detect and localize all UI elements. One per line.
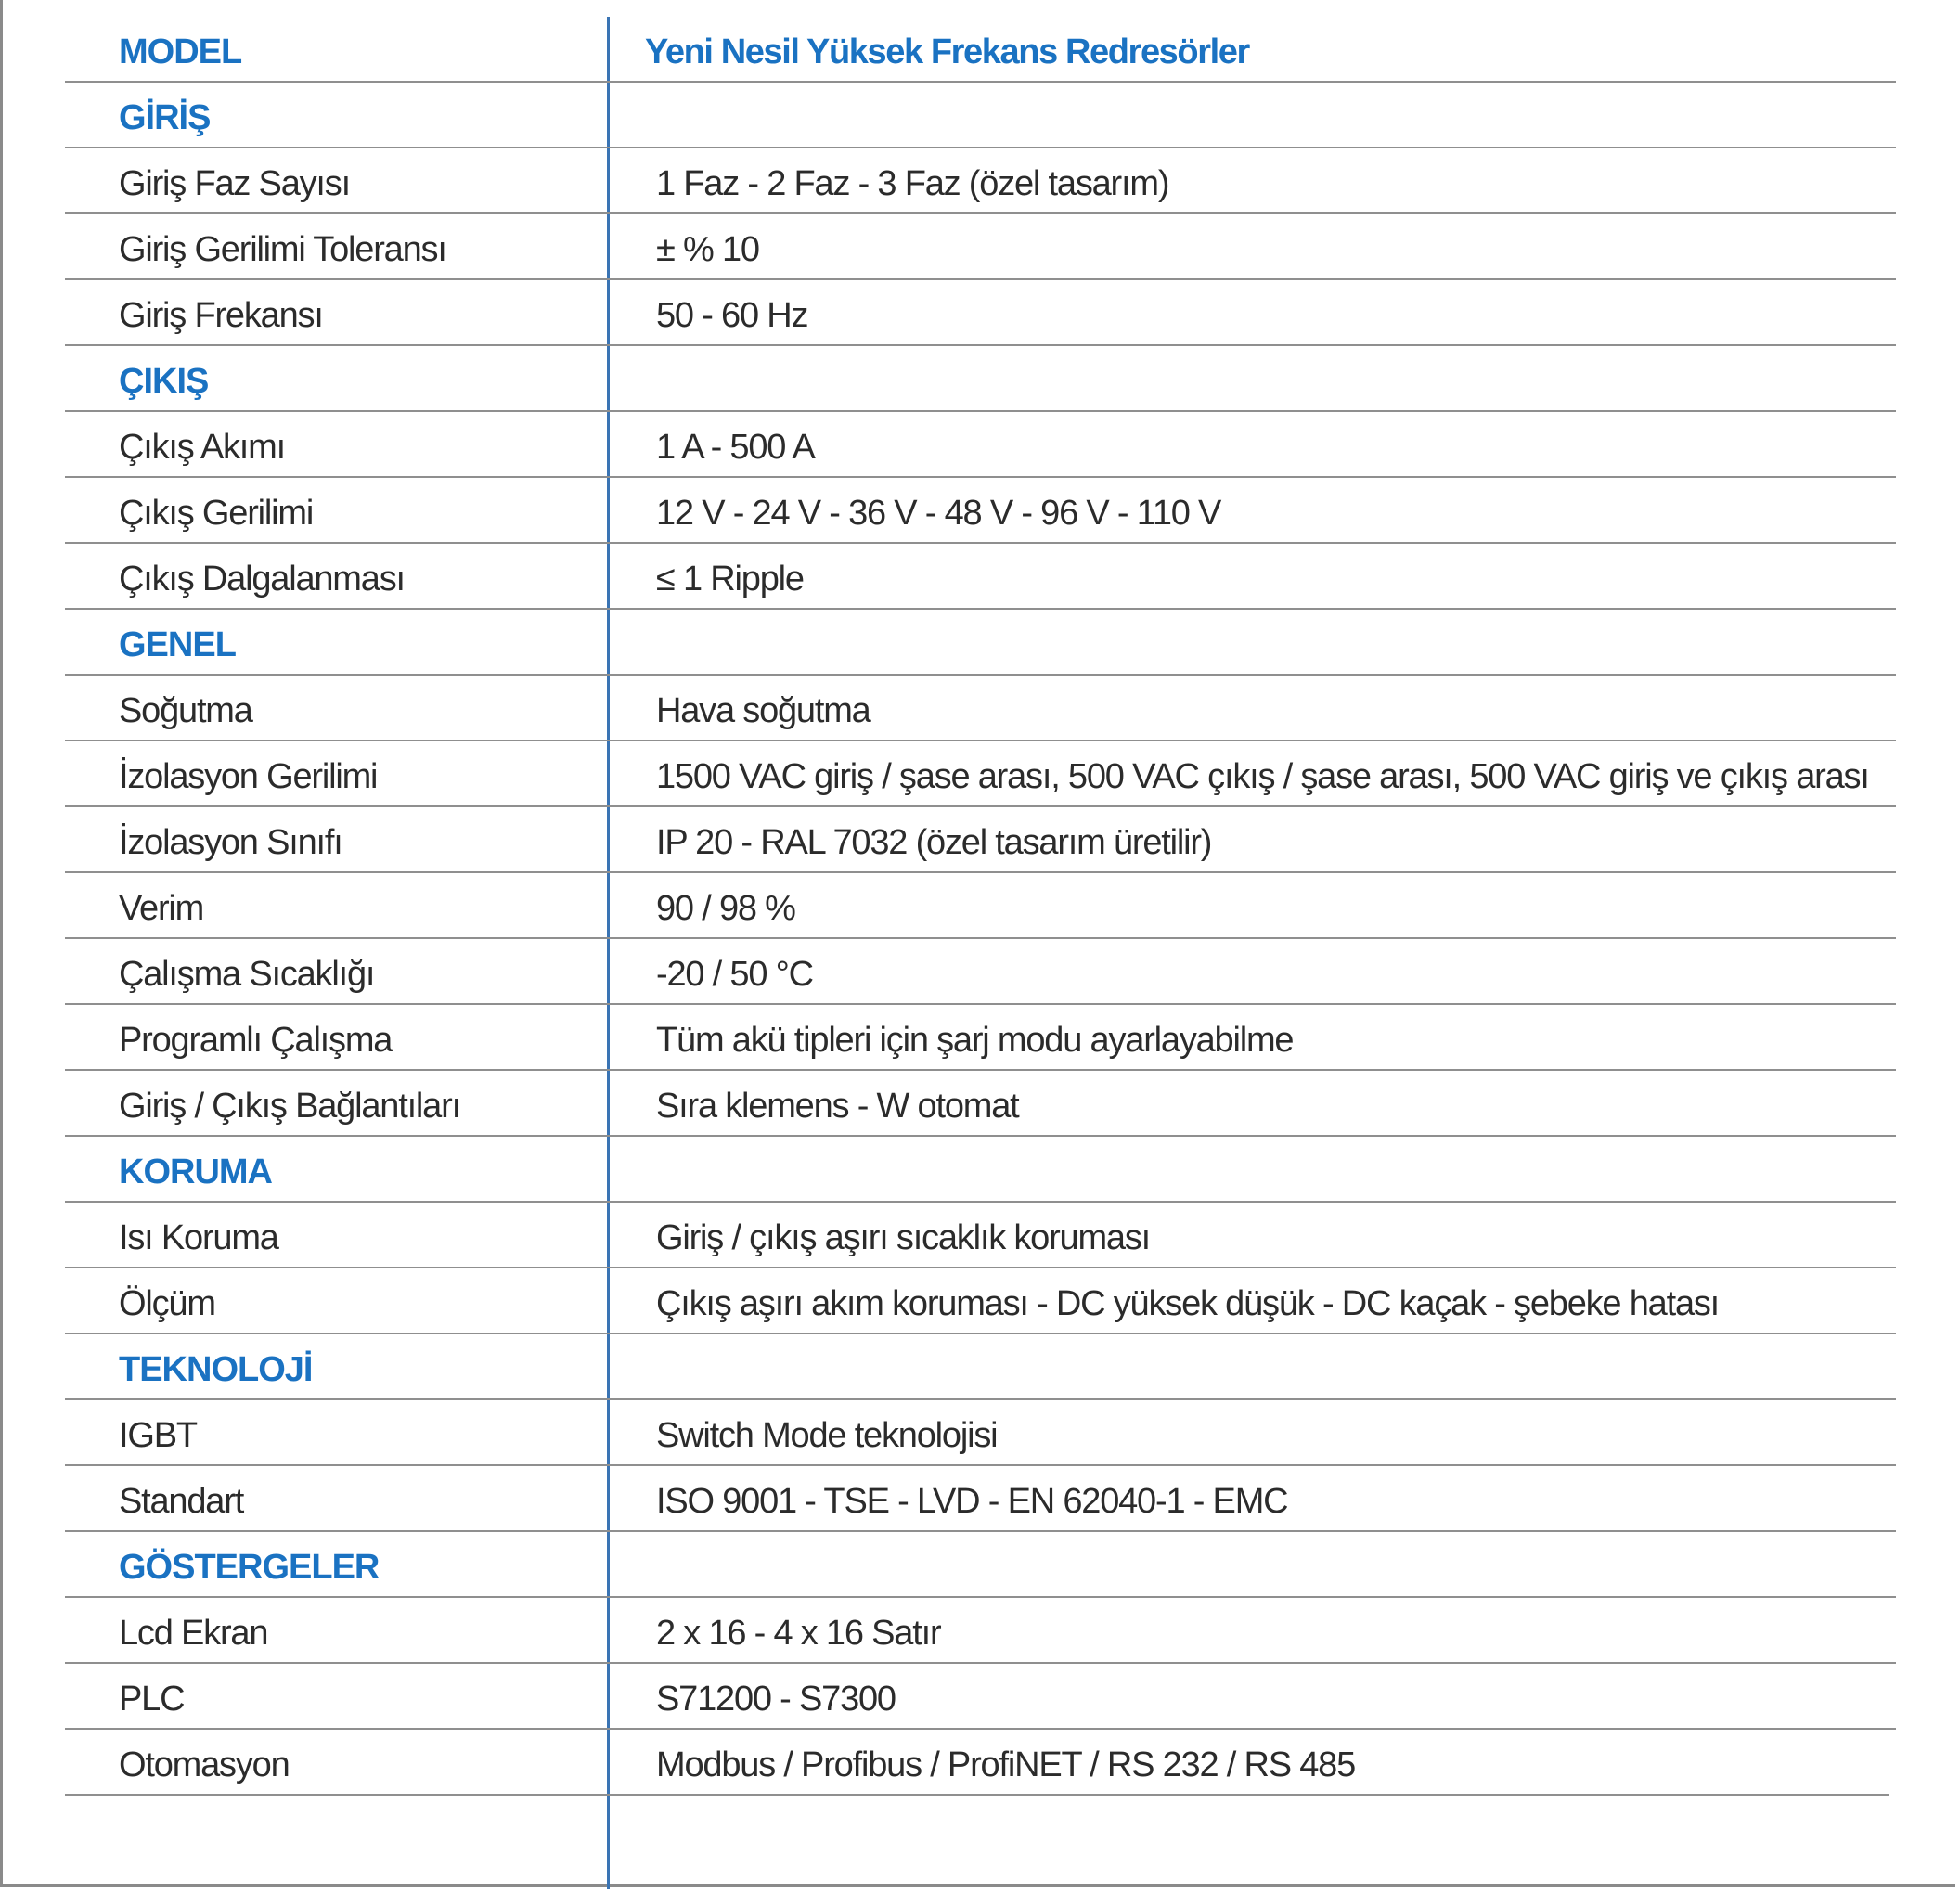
row-value: ± % 10 bbox=[656, 230, 759, 269]
table-row bbox=[65, 544, 1896, 610]
table-row bbox=[65, 1203, 1896, 1268]
row-label: Giriş / Çıkış Bağlantıları bbox=[119, 1087, 460, 1126]
section-title: ÇIKIŞ bbox=[119, 362, 209, 401]
section-title: GENEL bbox=[119, 625, 236, 664]
section-koruma bbox=[65, 1137, 1896, 1203]
row-value: Modbus / Profibus / ProfiNET / RS 232 / RS 485 bbox=[656, 1745, 1356, 1784]
row-label: Ölçüm bbox=[119, 1284, 215, 1323]
table-row bbox=[65, 214, 1896, 280]
row-value: 2 x 16 - 4 x 16 Satır bbox=[656, 1614, 941, 1653]
row-label: Giriş Faz Sayısı bbox=[119, 164, 350, 203]
row-label: Standart bbox=[119, 1482, 244, 1521]
model-label: MODEL bbox=[119, 32, 242, 71]
section-genel bbox=[65, 610, 1896, 676]
row-label: Verim bbox=[119, 889, 204, 928]
row-label: Otomasyon bbox=[119, 1745, 290, 1784]
row-value: ISO 9001 - TSE - LVD - EN 62040-1 - EMC bbox=[656, 1482, 1288, 1521]
table-row bbox=[65, 1730, 1889, 1796]
table-row bbox=[65, 280, 1896, 346]
table-row bbox=[65, 873, 1896, 939]
row-value: 90 / 98 % bbox=[656, 889, 795, 928]
row-label: Isı Koruma bbox=[119, 1218, 278, 1257]
row-value: 1500 VAC giriş / şase arası, 500 VAC çıkış / şase arası, 500 VAC giriş ve çıkış arası bbox=[656, 757, 1869, 796]
section-title: KORUMA bbox=[119, 1153, 272, 1191]
row-label: Çalışma Sıcaklığı bbox=[119, 955, 375, 994]
section-cikis bbox=[65, 346, 1896, 412]
row-value: 12 V - 24 V - 36 V - 48 V - 96 V - 110 V bbox=[656, 494, 1221, 533]
row-value: Giriş / çıkış aşırı sıcaklık koruması bbox=[656, 1218, 1151, 1257]
spec-table bbox=[65, 17, 1896, 1796]
section-gostergeler bbox=[65, 1532, 1896, 1598]
section-title: TEKNOLOJİ bbox=[119, 1350, 313, 1389]
row-label: Çıkış Dalgalanması bbox=[119, 560, 405, 599]
table-row bbox=[65, 1400, 1896, 1466]
row-label: Giriş Frekansı bbox=[119, 296, 323, 335]
table-header-row bbox=[65, 17, 1896, 83]
table-row bbox=[65, 148, 1896, 214]
row-value: Hava soğutma bbox=[656, 691, 870, 730]
row-label: Giriş Gerilimi Toleransı bbox=[119, 230, 446, 269]
table-row bbox=[65, 676, 1896, 741]
table-row bbox=[65, 1005, 1896, 1071]
row-value: Çıkış aşırı akım koruması - DC yüksek düşük - DC kaçak - şebeke hatası bbox=[656, 1284, 1720, 1323]
table-row bbox=[65, 1071, 1896, 1137]
row-label: Soğutma bbox=[119, 691, 252, 730]
row-value: Sıra klemens - W otomat bbox=[656, 1087, 1019, 1126]
row-label: Lcd Ekran bbox=[119, 1614, 268, 1653]
row-label: İzolasyon Sınıfı bbox=[119, 823, 342, 862]
row-label: Çıkış Akımı bbox=[119, 428, 285, 467]
row-value: IP 20 - RAL 7032 (özel tasarım üretilir) bbox=[656, 823, 1212, 862]
row-label: Programlı Çalışma bbox=[119, 1021, 393, 1060]
section-title: GÖSTERGELER bbox=[119, 1548, 380, 1587]
table-row bbox=[65, 1664, 1896, 1730]
table-row bbox=[65, 1598, 1896, 1664]
row-value: 50 - 60 Hz bbox=[656, 296, 808, 335]
row-label: IGBT bbox=[119, 1416, 197, 1455]
row-label: Çıkış Gerilimi bbox=[119, 494, 314, 533]
row-value: 1 Faz - 2 Faz - 3 Faz (özel tasarım) bbox=[656, 164, 1169, 203]
row-value: ≤ 1 Ripple bbox=[656, 560, 804, 599]
table-row bbox=[65, 478, 1896, 544]
table-row bbox=[65, 741, 1896, 807]
model-value: Yeni Nesil Yüksek Frekans Redresörler bbox=[645, 32, 1249, 71]
row-value: Switch Mode teknolojisi bbox=[656, 1416, 998, 1455]
section-teknoloji bbox=[65, 1334, 1896, 1400]
row-value: 1 A - 500 A bbox=[656, 428, 815, 467]
table-row bbox=[65, 412, 1896, 478]
row-value: -20 / 50 °C bbox=[656, 955, 813, 994]
section-title: GİRİŞ bbox=[119, 98, 211, 137]
section-giris bbox=[65, 83, 1896, 148]
table-row bbox=[65, 1268, 1896, 1334]
table-row bbox=[65, 807, 1896, 873]
row-label: PLC bbox=[119, 1680, 185, 1719]
row-value: S71200 - S7300 bbox=[656, 1680, 896, 1719]
row-label: İzolasyon Gerilimi bbox=[119, 757, 378, 796]
row-value: Tüm akü tipleri için şarj modu ayarlayabilme bbox=[656, 1021, 1294, 1060]
table-row bbox=[65, 939, 1896, 1005]
table-row bbox=[65, 1466, 1896, 1532]
